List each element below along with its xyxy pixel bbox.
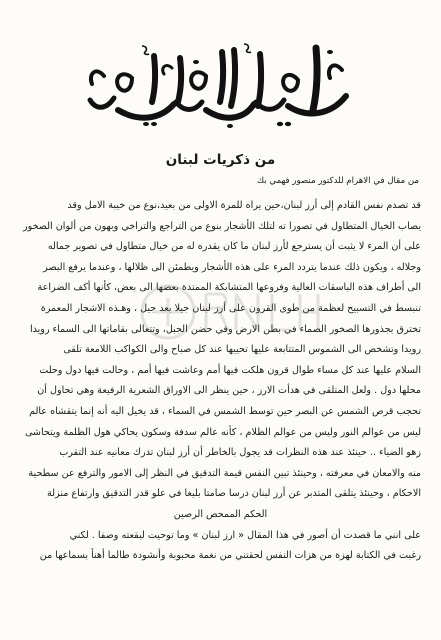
body-line: الاحكام ، وحينئذ يتلقى المتدبر عن أرز لبنان درسا صامتا بليغا في علو قدر التدقيق وارتفاع منزلة [46,488,421,500]
body-line: يصاب الخيال المتطاول في تصورا ته لتلك الأشجار بنوع من التراجع والتراخي وبهون من ألوان الصخور [23,220,421,232]
body-line: ليس من عوالم النور وليس من عوالم الظلام ، كأنه عالم سدفة وسكون يحاكي هول الظلمة ويتحاشى [24,426,421,438]
body-line: وجلاله ، ويكون ذلك عندما يتردد المرء على هذه الأشجار ويطمئن الى ظلالها ، وعندما يرفع البصر [43,261,421,273]
body-line: محلها دول . ولعل المتلقى في هدأت الارز ، حين ينظر الى الاوراق الشعرية الرفيعة وهي تحاول أن [37,385,421,397]
body-line: قد تصدم نفس القادم إلى أرز لبنان،حين يراه للمرة الاولى من بعيد،نوع من خيبة الامل وقد [67,200,421,211]
body-line: على أن المرء لا يثبت أن يسترجع لأرز لبنان ما كان يقدره له من خيال متطاول في تصوير جماله [47,241,421,253]
masthead-calligraphy-graphic [84,40,356,132]
body-line: على انني ما قصدت أن أصور في هذا المقال « ارز لبنان » وما توحيت لبقعته وصفا . لكني [69,529,421,541]
body-line: تنبسط في التسبيح لعظمة من طوى القرون على أرز لبنان جيلا بعد جيل ، وهـذه الاشجار المعمرة [40,302,421,314]
body-line: رغبت في الكتابة لهزة من هزات النفس لحقتني من نغمة محبوبة وأنشودة طالما أهنأ بسماعها من [39,550,421,562]
body-line: رويدا وتشخص الى الشموس المتتابعة عليها تحييها عند كل صباح والى الكواكب اللامعة تلقى [63,344,421,356]
body-line: زهو الضياء .. حينئذ عند هذه النظرات قد يجول بالخاطر أن أرز لبنان تدرك معانيه عند التقرب [59,447,421,459]
article-body [20,196,421,567]
body-line: الى أطراف هذه الباسقات العالية وفروعها المتشابكة الممتدة بعضها الى بعض، كأنها أكف الضراعة [37,282,421,294]
article-title: من ذكريات لبنان [165,152,276,168]
masthead-calligraphy [84,40,356,132]
body-line: تخترق بجذورها الصخور الصماء في بطن الارض وفي حضن الجبل، وتتعالى بقاماتها الى السماء رويدا [29,323,421,335]
body-line: منه والامعان في معرفته ، وحينئذ تبين النفس قيمة التدقيق في النظر إلى الامور والترفع عن سطحية [28,467,421,479]
body-line: السلام عليها عند كل مساء طوال قرون هلكت فيها أمم وعاشت فيها أمم ، وحالت فيها دول وحلت [39,364,421,376]
article-byline: من مقال في الاهرام للدكتور منصور فهمي بك [257,176,419,186]
body-line-closing: الحكم الممحص الرصين [173,508,268,520]
body-line: تحجب قرص الشمس عن البصر حين توسط الشمس في السماء ، قد يخيل اليه أنه إنما يتقشاه عالم [29,405,421,417]
